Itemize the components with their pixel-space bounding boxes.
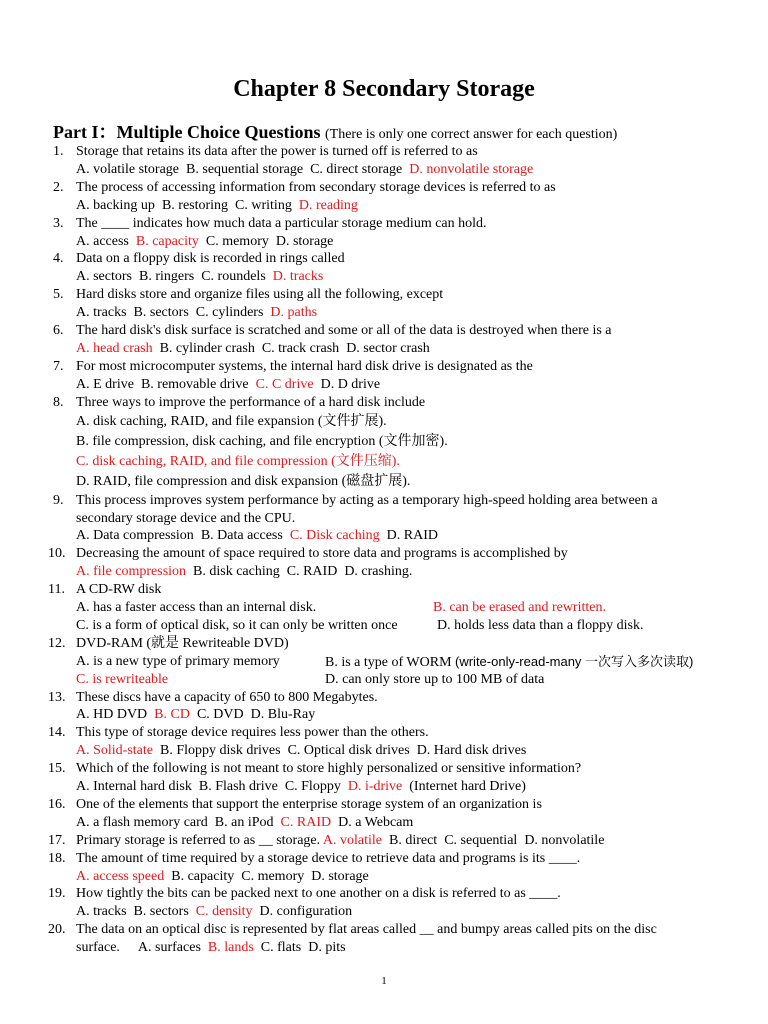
- answer-option: B. ringers: [139, 269, 195, 285]
- correct-answer-option: C. C drive: [255, 376, 314, 392]
- question-text: [0, 322, 768, 340]
- question-item: [0, 215, 768, 251]
- question-text: [0, 215, 768, 233]
- answer-option: D. a Webcam: [338, 814, 414, 830]
- answer-option: A. Data compression: [76, 528, 194, 544]
- question-item: [0, 358, 768, 394]
- answer-option: C. DVD: [196, 707, 244, 723]
- answer-option: [437, 617, 643, 635]
- answer-options: [0, 161, 768, 179]
- answer-options: [0, 742, 768, 760]
- question-number: 8.: [53, 394, 64, 410]
- correct-answer-option: B. lands: [207, 940, 254, 956]
- question-item: [0, 394, 768, 492]
- answer-option: D. configuration: [259, 904, 353, 920]
- correct-answer-option: A. Solid-state: [76, 743, 153, 759]
- question-number: 9.: [53, 492, 64, 508]
- correct-answer-option: A. volatile: [322, 832, 382, 848]
- answer-option: B. removable drive: [140, 376, 249, 392]
- answer-option: D. Blu-Ray: [250, 707, 316, 723]
- question-stem: The process of accessing information from secondary storage devices is referred to as: [76, 179, 556, 195]
- question-text: [0, 724, 768, 742]
- answer-option: [325, 671, 544, 689]
- answer-option: D. nonvolatile: [524, 832, 605, 848]
- answer-option: A. has a faster access than an internal disk.: [76, 600, 317, 616]
- answer-option: B. disk caching: [193, 564, 280, 580]
- question-number: 4.: [53, 251, 64, 267]
- question-text: [0, 760, 768, 778]
- question-stem: One of the elements that support the enterprise storage system of an organization is: [76, 796, 542, 812]
- question-item: [0, 492, 768, 546]
- answer-options: [0, 939, 768, 957]
- question-number: 12.: [48, 635, 66, 651]
- correct-answer-option: C. density: [195, 904, 253, 920]
- question-number: 2.: [53, 179, 64, 195]
- answer-option: C. sequential: [444, 832, 518, 848]
- correct-answer-option: B. CD: [154, 707, 190, 723]
- answer-options: [0, 376, 768, 394]
- answer-options: [0, 706, 768, 724]
- question-item: [0, 322, 768, 358]
- question-stem: Three ways to improve the performance of a hard disk include: [76, 394, 426, 410]
- question-number: 1.: [53, 144, 64, 159]
- question-stem: The data on an optical disc is represented by flat areas called __ and bumpy areas called pits on the disc: [76, 922, 657, 938]
- answer-option: C. Optical disk drives: [287, 743, 410, 759]
- answer-option: D. storage: [311, 868, 369, 884]
- answer-option: B. Flash drive: [198, 779, 278, 795]
- question-stem: This type of storage device requires less power than the others.: [76, 725, 429, 741]
- question-text: [0, 394, 768, 412]
- question-stem: A CD-RW disk: [76, 582, 162, 598]
- question-text: [0, 581, 768, 599]
- answer-option: A. HD DVD: [76, 707, 148, 723]
- question-text: [0, 286, 768, 304]
- question-stem: Storage that retains its data after the power is turned off is referred to as: [76, 144, 478, 159]
- answer-option: D. storage: [275, 233, 334, 249]
- question-stem: The amount of time required by a storage device to retrieve data and programs is its ____.: [76, 850, 581, 866]
- question-stem: DVD-RAM (就是 Rewriteable DVD): [76, 635, 289, 651]
- answer-options: [0, 563, 768, 581]
- answer-option: B. direct: [388, 832, 438, 848]
- answer-option: B. sectors: [133, 904, 189, 920]
- answer-option-text: B. can be erased and rewritten.: [433, 600, 606, 616]
- answer-option: B. file compression, disk caching, and file encryption (文件加密).: [76, 433, 448, 449]
- question-stem: This process improves system performance by acting as a temporary high-speed holding area between a: [76, 492, 658, 508]
- answer-options: [0, 197, 768, 215]
- answer-option: C. memory: [241, 868, 305, 884]
- question-stem: Decreasing the amount of space required to store data and programs is accomplished by: [76, 546, 568, 562]
- answer-option: B. cylinder crash: [159, 340, 255, 356]
- correct-answer-option: D. reading: [298, 197, 358, 213]
- correct-answer-option: C. RAID: [280, 814, 332, 830]
- answer-option: D. pits: [308, 940, 346, 956]
- answer-options: [0, 868, 768, 886]
- question-item: [0, 143, 768, 179]
- question-stem: Hard disks store and organize files using all the following, except: [76, 287, 444, 303]
- answer-option: C. track crash: [261, 340, 340, 356]
- question-text: [0, 492, 768, 510]
- question-number: 19.: [48, 886, 66, 902]
- question-item: [0, 724, 768, 760]
- answer-option: A. disk caching, RAID, and file expansion (文件扩展).: [76, 413, 387, 429]
- answer-options: [0, 304, 768, 322]
- answer-option: D. crashing.: [344, 564, 413, 580]
- question-item: [0, 850, 768, 886]
- question-stem: Primary storage is referred to as __ storage.: [76, 832, 321, 848]
- answer-option: A. surfaces: [137, 940, 201, 956]
- question-stem: The hard disk's disk surface is scratched and some or all of the data is destroyed when there is a: [76, 323, 612, 339]
- question-text: [0, 832, 768, 850]
- answer-option: D. D drive: [320, 376, 381, 392]
- question-stem: The ____ indicates how much data a particular storage medium can hold.: [76, 215, 487, 231]
- correct-answer-option: C. is rewriteable: [76, 671, 169, 687]
- question-item: [0, 545, 768, 581]
- correct-answer-option: A. file compression: [76, 564, 187, 580]
- question-number: 20.: [48, 922, 66, 938]
- question-item: [0, 832, 768, 850]
- part-heading-label: Part I：Multiple Choice Questions: [53, 122, 321, 142]
- answer-option: C. roundels: [201, 269, 266, 285]
- question-text: [0, 143, 768, 161]
- answer-option: C. writing: [235, 197, 292, 213]
- answer-option: D. RAID, file compression and disk expansion (磁盘扩展).: [76, 473, 411, 489]
- answer-options: [0, 268, 768, 286]
- answer-option: C. RAID: [286, 564, 338, 580]
- answer-option: A. backing up: [76, 197, 155, 213]
- question-number: 18.: [48, 850, 66, 866]
- question-item: [0, 635, 768, 689]
- correct-answer-option: A. access speed: [76, 868, 165, 884]
- question-text: [0, 921, 768, 939]
- answer-option: A. is a new type of primary memory: [76, 653, 280, 669]
- answer-option: A. tracks: [76, 904, 127, 920]
- question-number: 11.: [48, 582, 65, 598]
- correct-answer-option: D. paths: [270, 305, 318, 321]
- answer-option-text: B. is a type of WORM: [325, 654, 452, 670]
- answer-option: A. a flash memory card: [76, 814, 208, 830]
- answer-options: [0, 814, 768, 832]
- question-text-continued: surface.: [76, 940, 120, 956]
- question-item: [0, 250, 768, 286]
- question-text-continued: secondary storage device and the CPU.: [76, 510, 296, 526]
- correct-answer-option: D. nonvolatile storage: [409, 161, 534, 177]
- question-text: [0, 358, 768, 376]
- answer-option-text: D. holds less data than a floppy disk.: [437, 617, 644, 633]
- answer-option-row: [0, 599, 768, 617]
- correct-answer-option: C. Disk caching: [289, 528, 380, 544]
- correct-answer-option: B. capacity: [135, 233, 199, 249]
- answer-option: A. tracks: [76, 305, 127, 321]
- question-item: [0, 796, 768, 832]
- question-stem: Which of the following is not meant to store highly personalized or sensitive information?: [76, 761, 582, 777]
- question-stem: These discs have a capacity of 650 to 800 Megabytes.: [76, 689, 378, 705]
- correct-answer-option: D. tracks: [272, 269, 324, 285]
- answer-option: D. RAID: [386, 528, 439, 544]
- answer-option: A. sectors: [76, 269, 132, 285]
- question-number: 7.: [53, 358, 64, 374]
- question-item: [0, 179, 768, 215]
- answer-option: B. sequential storage: [186, 161, 304, 177]
- answer-option: B. restoring: [161, 197, 229, 213]
- question-text: [0, 885, 768, 903]
- question-text: [0, 545, 768, 563]
- answer-option: D. sector crash: [346, 340, 430, 356]
- question-text: [0, 689, 768, 707]
- answer-option-text: D. can only store up to 100 MB of data: [325, 671, 545, 687]
- answer-option: C. is a form of optical disk, so it can only be written once: [76, 617, 398, 633]
- answer-option: B. an iPod: [214, 814, 274, 830]
- answer-options: [0, 527, 768, 545]
- answer-options: [0, 340, 768, 358]
- question-item: [0, 921, 768, 957]
- answer-option: D. Hard disk drives: [416, 743, 527, 759]
- question-number: 15.: [48, 761, 66, 777]
- answer-option: C. flats: [260, 940, 302, 956]
- answer-note: (write-only-read-many 一次写入多次读取): [455, 653, 694, 669]
- question-number: 5.: [53, 287, 64, 303]
- correct-answer-option: C. disk caching, RAID, and file compression (文件压缩).: [76, 453, 400, 469]
- question-number: 14.: [48, 725, 66, 741]
- answer-options: [0, 778, 768, 796]
- question-number: 17.: [48, 832, 66, 848]
- answer-option-row: [0, 653, 768, 671]
- question-stem: How tightly the bits can be packed next to one another on a disk is referred to as ____.: [76, 886, 561, 902]
- answer-option: C. memory: [205, 233, 269, 249]
- answer-option: [325, 653, 693, 672]
- answer-option: A. Internal hard disk: [76, 779, 192, 795]
- question-stem: Data on a floppy disk is recorded in rings called: [76, 251, 345, 267]
- answer-option-row: [0, 671, 768, 689]
- question-item: [0, 689, 768, 725]
- correct-answer-option: [433, 599, 606, 617]
- answer-options: [0, 903, 768, 921]
- answer-option: C. direct storage: [310, 161, 403, 177]
- page-number: 1: [381, 975, 387, 987]
- question-number: 10.: [48, 546, 66, 562]
- answer-option: C. cylinders: [195, 305, 264, 321]
- question-item: [0, 885, 768, 921]
- answer-option: B. sectors: [133, 305, 189, 321]
- question-item: [0, 760, 768, 796]
- correct-answer-option: A. head crash: [76, 340, 153, 356]
- question-text: [0, 796, 768, 814]
- answer-option: A. E drive: [76, 376, 134, 392]
- answer-option: B. Floppy disk drives: [160, 743, 281, 759]
- answer-option: C. Floppy: [284, 779, 341, 795]
- question-item: [0, 286, 768, 322]
- question-number: 16.: [48, 796, 66, 812]
- answer-note: (Internet hard Drive): [409, 779, 526, 795]
- answer-option-row: [0, 617, 768, 635]
- answer-options: [0, 233, 768, 251]
- question-number: 13.: [48, 689, 66, 705]
- answer-option: A. volatile storage: [76, 161, 180, 177]
- question-text: [0, 850, 768, 868]
- chapter-title: Chapter 8 Secondary Storage: [233, 76, 535, 102]
- correct-answer-option: D. i-drive: [347, 779, 403, 795]
- question-list: [0, 143, 768, 957]
- question-item: [0, 581, 768, 635]
- question-number: 3.: [53, 215, 64, 231]
- question-stem: For most microcomputer systems, the internal hard disk drive is designated as the: [76, 358, 533, 374]
- answer-option: B. Data access: [200, 528, 283, 544]
- answer-option: A. access: [76, 233, 129, 249]
- part-heading-note: (There is only one correct answer for each question): [325, 127, 618, 142]
- question-text: [0, 250, 768, 268]
- question-number: 6.: [53, 323, 64, 339]
- question-text: [0, 179, 768, 197]
- answer-option: B. capacity: [171, 868, 235, 884]
- question-text: [0, 635, 768, 653]
